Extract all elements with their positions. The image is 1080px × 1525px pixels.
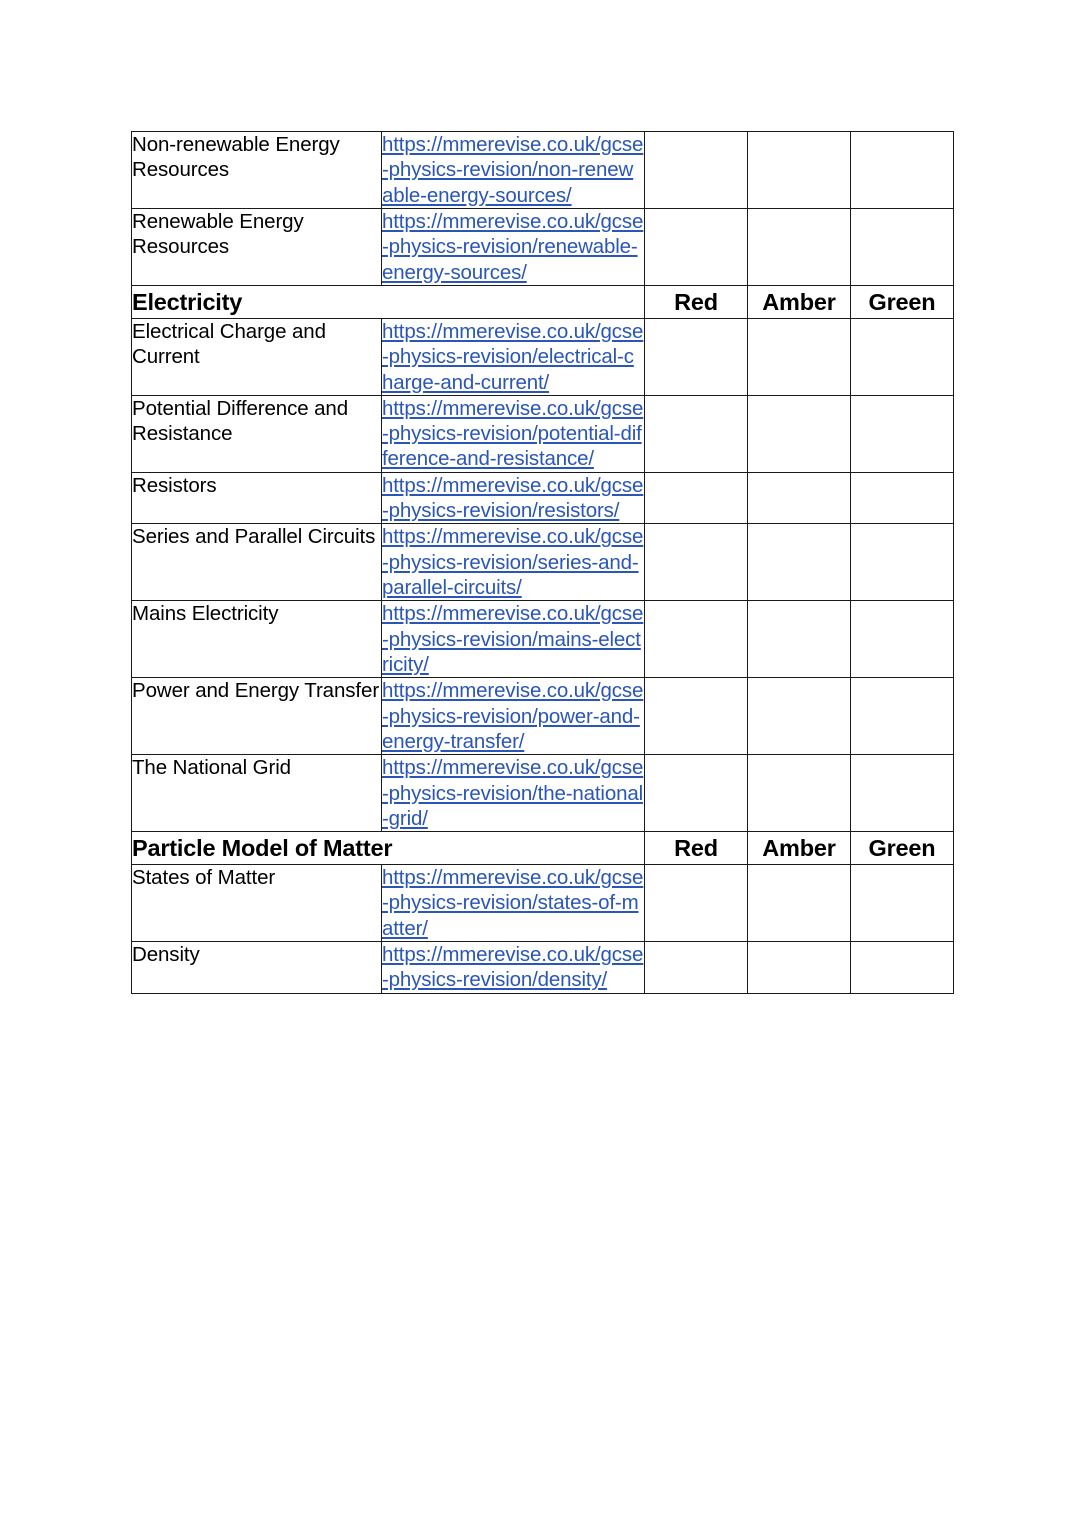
table-row xyxy=(132,395,954,472)
rag-cell-green[interactable] xyxy=(851,132,954,209)
table-row xyxy=(132,755,954,832)
rag-cell-green[interactable] xyxy=(851,524,954,601)
topic-name-cell: States of Matter xyxy=(132,865,382,942)
rag-cell-green[interactable] xyxy=(851,472,954,524)
rag-cell-green[interactable] xyxy=(851,318,954,395)
topic-name-cell: Series and Parallel Circuits xyxy=(132,524,382,601)
table-row xyxy=(132,132,954,209)
rag-cell-green[interactable] xyxy=(851,208,954,285)
rag-cell-amber[interactable] xyxy=(748,472,851,524)
revision-checklist-table xyxy=(131,131,954,994)
topic-link-cell[interactable] xyxy=(382,208,645,285)
rag-header-green: Green xyxy=(851,832,954,865)
topic-link-cell[interactable] xyxy=(382,318,645,395)
rag-cell-green[interactable] xyxy=(851,755,954,832)
rag-cell-red[interactable] xyxy=(645,755,748,832)
rag-header-green: Green xyxy=(851,285,954,318)
topic-url-link[interactable]: https://mmerevise.co.uk/gcse-physics-revision/potential-difference-and-resistance/ xyxy=(382,396,644,471)
rag-cell-red[interactable] xyxy=(645,132,748,209)
rag-cell-red[interactable] xyxy=(645,208,748,285)
section-title: Particle Model of Matter xyxy=(132,832,645,865)
rag-cell-amber[interactable] xyxy=(748,678,851,755)
rag-cell-green[interactable] xyxy=(851,942,954,994)
topic-name-cell: Power and Energy Transfer xyxy=(132,678,382,755)
topic-url-link[interactable]: https://mmerevise.co.uk/gcse-physics-revision/states-of-matter/ xyxy=(382,866,644,940)
topic-link-cell[interactable] xyxy=(382,601,645,678)
rag-cell-green[interactable] xyxy=(851,395,954,472)
rag-cell-amber[interactable] xyxy=(748,942,851,994)
topic-name-cell: Electrical Charge and Current xyxy=(132,318,382,395)
topic-link-cell[interactable] xyxy=(382,472,645,524)
rag-header-amber: Amber xyxy=(748,832,851,865)
table-row xyxy=(132,601,954,678)
rag-cell-green[interactable] xyxy=(851,865,954,942)
rag-cell-red[interactable] xyxy=(645,318,748,395)
topic-link-cell[interactable] xyxy=(382,678,645,755)
table-row xyxy=(132,524,954,601)
table-row xyxy=(132,318,954,395)
table-row xyxy=(132,942,954,994)
rag-header-amber: Amber xyxy=(748,285,851,318)
table-body xyxy=(132,132,954,994)
topic-name-cell: Non-renewable Energy Resources xyxy=(132,132,382,209)
rag-cell-green[interactable] xyxy=(851,678,954,755)
topic-name-cell: Renewable Energy Resources xyxy=(132,208,382,285)
rag-header-red: Red xyxy=(645,832,748,865)
rag-header-red: Red xyxy=(645,285,748,318)
topic-url-link[interactable]: https://mmerevise.co.uk/gcse-physics-revision/mains-electricity/ xyxy=(382,602,644,676)
rag-cell-red[interactable] xyxy=(645,472,748,524)
table-row xyxy=(132,472,954,524)
rag-cell-red[interactable] xyxy=(645,865,748,942)
rag-cell-amber[interactable] xyxy=(748,132,851,209)
topic-url-link[interactable]: https://mmerevise.co.uk/gcse-physics-revision/the-national-grid/ xyxy=(382,756,644,830)
topic-link-cell[interactable] xyxy=(382,942,645,994)
rag-cell-amber[interactable] xyxy=(748,395,851,472)
table-row xyxy=(132,678,954,755)
topic-link-cell[interactable] xyxy=(382,755,645,832)
topic-url-link[interactable]: https://mmerevise.co.uk/gcse-physics-revision/density/ xyxy=(382,943,644,992)
topic-url-link[interactable]: https://mmerevise.co.uk/gcse-physics-revision/renewable-energy-sources/ xyxy=(382,209,644,284)
topic-url-link[interactable]: https://mmerevise.co.uk/gcse-physics-revision/non-renewable-energy-sources/ xyxy=(382,133,644,207)
topic-name-cell: Resistors xyxy=(132,472,382,524)
rag-cell-amber[interactable] xyxy=(748,524,851,601)
topic-url-link[interactable]: https://mmerevise.co.uk/gcse-physics-revision/series-and-parallel-circuits/ xyxy=(382,525,644,599)
section-header-row xyxy=(132,832,954,865)
rag-cell-amber[interactable] xyxy=(748,318,851,395)
rag-cell-amber[interactable] xyxy=(748,755,851,832)
rag-cell-red[interactable] xyxy=(645,395,748,472)
topic-url-link[interactable]: https://mmerevise.co.uk/gcse-physics-revision/electrical-charge-and-current/ xyxy=(382,319,644,394)
table-row xyxy=(132,865,954,942)
topic-url-link[interactable]: https://mmerevise.co.uk/gcse-physics-revision/power-and-energy-transfer/ xyxy=(382,679,644,753)
rag-cell-amber[interactable] xyxy=(748,601,851,678)
rag-cell-amber[interactable] xyxy=(748,208,851,285)
topic-url-link[interactable]: https://mmerevise.co.uk/gcse-physics-revision/resistors/ xyxy=(382,473,644,523)
section-title: Electricity xyxy=(132,285,645,318)
topic-name-cell: Mains Electricity xyxy=(132,601,382,678)
topic-link-cell[interactable] xyxy=(382,865,645,942)
topic-link-cell[interactable] xyxy=(382,524,645,601)
rag-cell-red[interactable] xyxy=(645,524,748,601)
topic-link-cell[interactable] xyxy=(382,395,645,472)
topic-name-cell: Potential Difference and Resistance xyxy=(132,395,382,472)
topic-name-cell: The National Grid xyxy=(132,755,382,832)
rag-cell-red[interactable] xyxy=(645,678,748,755)
rag-cell-green[interactable] xyxy=(851,601,954,678)
rag-cell-red[interactable] xyxy=(645,942,748,994)
section-header-row xyxy=(132,285,954,318)
topic-name-cell: Density xyxy=(132,942,382,994)
rag-cell-amber[interactable] xyxy=(748,865,851,942)
rag-cell-red[interactable] xyxy=(645,601,748,678)
topic-link-cell[interactable] xyxy=(382,132,645,209)
table-row xyxy=(132,208,954,285)
